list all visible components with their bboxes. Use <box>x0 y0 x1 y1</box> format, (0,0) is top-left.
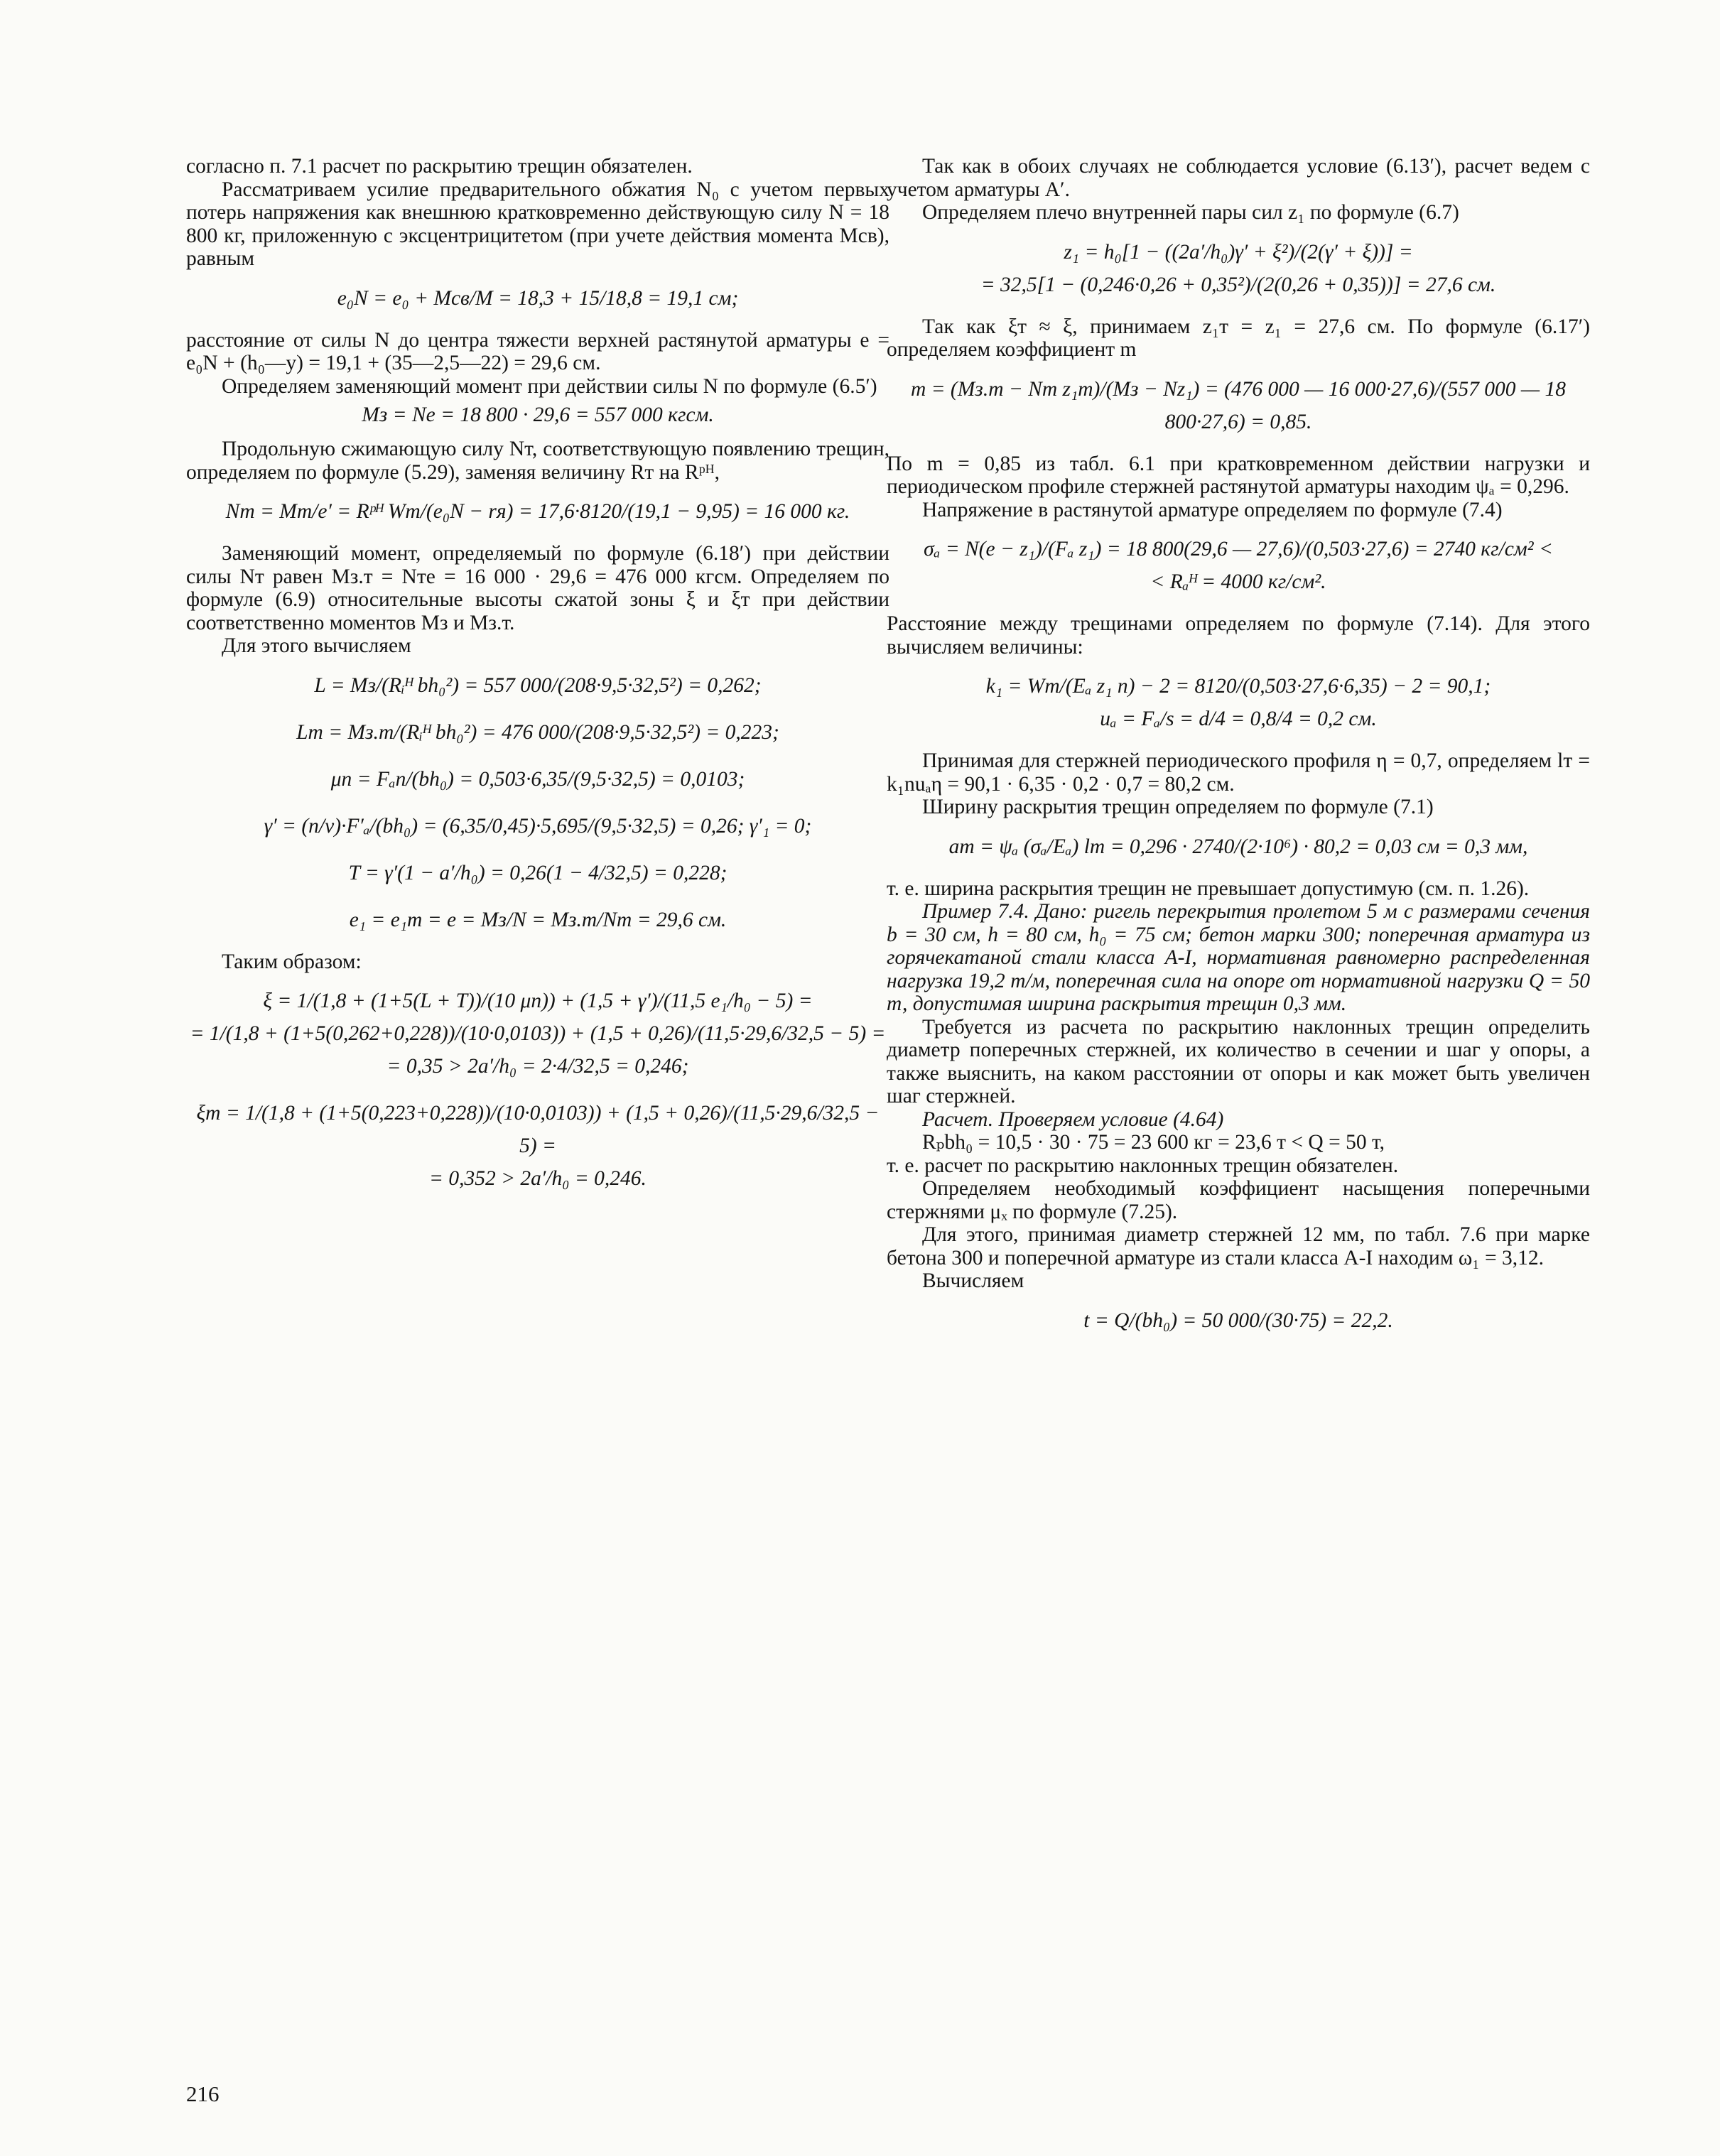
formula: Nт = Mт/e′ = Rᵖᴴ Wт/(e₀N − rя) = 17,6·8120/(19,1 − 9,95) = 16 000 кг. <box>225 500 850 523</box>
paragraph: Требуется из расчета по раскрытию наклонных трещин определить диаметр поперечных стержней, их количество в сечении и шаг у опоры, а также выяснить, на каком расстоянии от опоры и как может быть увеличен шаг стержней. <box>887 1015 1590 1107</box>
formula: e₁ = e₁т = e = Mз/N = Mз.т/Nт = 29,6 см. <box>349 908 727 931</box>
paragraph: т. е. ширина раскрытия трещин не превышает допустимую (см. п. 1.26). <box>887 877 1530 900</box>
formula: γ′ = (n/ν)·F′ₐ/(bh₀) = (6,35/0,45)·5,695/(9,5·32,5) = 0,26; γ′₁ = 0; <box>264 814 812 838</box>
paragraph: Для этого вычисляем <box>222 634 411 657</box>
paragraph: расстояние от силы N до центра тяжести верхней растянутой арматуры e = e₀N + (h₀—y) = 19,1 + (35—2,5—22) = 29,6 см. <box>186 328 889 374</box>
paragraph: Определяем заменяющий момент при действии силы N по формуле (6.5′) <box>222 374 877 398</box>
paragraph: Напряжение в растянутой арматуре определяем по формуле (7.4) <box>922 498 1503 521</box>
paragraph: Так как в обоих случаях не соблюдается условие (6.13′), расчет ведем с учетом арматуры A′. <box>887 155 1590 201</box>
formula: Lт = Mз.т/(Rᵢᴴ bh₀²) = 476 000/(208·9,5·32,5²) = 0,223; <box>296 720 779 744</box>
paragraph: Для этого, принимая диаметр стержней 12 мм, по табл. 7.6 при марке бетона 300 и поперечной арматуре из стали класса A-I находим ω₁ = 3,12. <box>887 1223 1590 1269</box>
paragraph: согласно п. 7.1 расчет по раскрытию трещин обязателен. <box>186 155 693 178</box>
paragraph: Вычисляем <box>922 1269 1024 1292</box>
paragraph: Расстояние между трещинами определяем по формуле (7.14). Для этого вычисляем величины: <box>887 612 1590 659</box>
paragraph: Rₚbh₀ = 10,5 · 30 · 75 = 23 600 кг = 23,6 т < Q = 50 т, <box>922 1131 1385 1154</box>
paragraph: Принимая для стержней периодического профиля η = 0,7, определяем lт = k₁nuₐη = 90,1 · 6,35 · 0,2 · 0,7 = 80,2 см. <box>887 749 1590 796</box>
paragraph: Таким образом: <box>222 950 362 973</box>
formula: σₐ = N(e − z₁)/(Fₐ z₁) = 18 800(29,6 — 27,6)/(0,503·27,6) = 2740 кг/см² < < Rₐᴴ = 4000 кг/см². <box>924 538 1553 593</box>
paragraph: Заменяющий момент, определяемый по формуле (6.18′) при действии силы Nт равен Mз.т = Nтe = 16 000 · 29,6 = 476 000 кгсм. Определяем по формуле (6.9) относительные высоты сжатой зоны ξ и ξт при действии соответственно моментов Mз и Mз.т. <box>186 542 889 634</box>
paragraph: Пример 7.4. Дано: ригель перекрытия пролетом 5 м с размерами сечения b = 30 см, h = 80 см, h₀ = 75 см; бетон марки 300; поперечная арматура из горячекатаной стали класса A-I, нормативная равномерно распределенная нагрузка 19,2 т/м, поперечная сила на опоре от нормативной нагрузки Q = 50 т, допустимая ширина раскрытия трещин 0,3 мм. <box>887 900 1590 1015</box>
paragraph: Рассматриваем усилие предварительного обжатия N₀ с учетом первых потерь напряжения как внешнюю кратковременно действующую силу N = 18 800 кг, приложенную с эксцентрицитетом (при учете действия момента Mсв), равным <box>186 178 889 270</box>
paragraph: т. е. расчет по раскрытию наклонных трещин обязателен. <box>887 1154 1399 1177</box>
formula: μn = Fₐn/(bh₀) = 0,503·6,35/(9,5·32,5) = 0,0103; <box>330 767 745 791</box>
formula: t = Q/(bh₀) = 50 000/(30·75) = 22,2. <box>1083 1309 1393 1332</box>
paragraph: Определяем необходимый коэффициент насыщения поперечными стержнями μₓ по формуле (7.25). <box>887 1177 1590 1223</box>
page-number: 216 <box>186 2081 220 2106</box>
right-column <box>887 155 1590 1351</box>
left-column <box>186 155 889 1209</box>
formula: L = Mз/(Rᵢᴴ bh₀²) = 557 000/(208·9,5·32,5²) = 0,262; <box>314 673 762 697</box>
formula: ξт = 1/(1,8 + (1+5(0,223+0,228))/(10·0,0103)) + (1,5 + 0,26)/(11,5·29,6/32,5 − 5) = = 0,352 > 2a′/h₀ = 0,246. <box>196 1102 880 1190</box>
paragraph: Продольную сжимающую силу Nт, соответствующую появлению трещин, определяем по формуле (5.29), заменяя величину Rт на Rᵖᴴ, <box>186 438 889 484</box>
paragraph: Определяем плечо внутренней пары сил z₁ по формуле (6.7) <box>922 201 1459 224</box>
formula: m = (Mз.т − Nт z₁т)/(Mз − Nz₁) = (476 000 — 16 000·27,6)/(557 000 — 18 800·27,6) = 0,85. <box>910 377 1567 433</box>
formula: ξ = 1/(1,8 + (1+5(L + T))/(10 μn)) + (1,5 + γ′)/(11,5 e₁/h₀ − 5) = = 1/(1,8 + (1+5(0,262+0,228))/(10·0,0103)) + (1,5 + 0,26)/(11,5·29,6/32,5 − 5) = = 0,35 > 2a′/h₀ = 2·4/32,5 = 0,246; <box>190 990 886 1078</box>
formula: e₀N = e₀ + Mсв/M = 18,3 + 15/18,8 = 19,1 см; <box>337 286 739 310</box>
paragraph: Расчет. Проверяем условие (4.64) <box>922 1107 1224 1131</box>
formula: T = γ′(1 − a′/h₀) = 0,26(1 − 4/32,5) = 0,228; <box>348 861 728 884</box>
formula: k₁ = Wт/(Eₐ z₁ n) − 2 = 8120/(0,503·27,6·6,35) − 2 = 90,1; uₐ = Fₐ/s = d/4 = 0,8/4 = 0,2 см. <box>985 675 1491 730</box>
paragraph: Ширину раскрытия трещин определяем по формуле (7.1) <box>922 796 1434 818</box>
paragraph: По m = 0,85 из табл. 6.1 при кратковременном действии нагрузки и периодическом профиле стержней растянутой арматуры находим ψₐ = 0,296. <box>887 452 1590 498</box>
paragraph: Так как ξт ≈ ξ, принимаем z₁т = z₁ = 27,6 см. По формуле (6.17′) определяем коэффициент m <box>887 315 1590 361</box>
formula: aт = ψₐ (σₐ/Eₐ) lт = 0,296 · 2740/(2·10⁶) · 80,2 = 0,03 см = 0,3 мм, <box>948 835 1528 858</box>
formula: Mз = Ne = 18 800 · 29,6 = 557 000 кгсм. <box>362 403 714 426</box>
formula: z₁ = h₀[1 − ((2a′/h₀)γ′ + ξ²)/(2(γ′ + ξ))] = = 32,5[1 − (0,246·0,26 + 0,35²)/(2(0,26 + 0,35))] = 27,6 см. <box>980 240 1496 296</box>
